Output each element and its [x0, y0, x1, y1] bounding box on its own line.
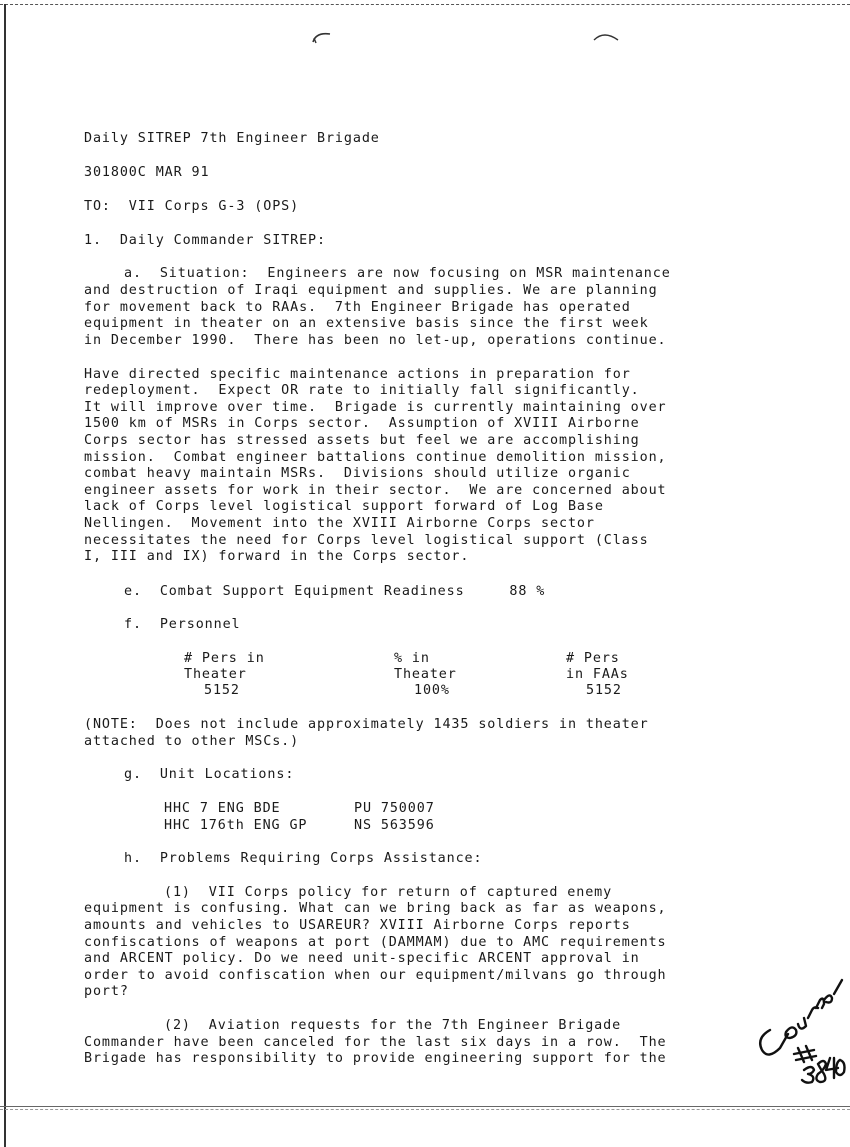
page-edge-bottom-dashed — [0, 1109, 850, 1110]
unit-name: HHC 176th ENG GP — [164, 818, 308, 833]
para-b-line: Nellingen. Movement into the XVIII Airborne Corps sector — [84, 516, 595, 531]
para-b-line: combat heavy maintain MSRs. Divisions should utilize organic — [84, 466, 631, 481]
problem-1-line: (1) VII Corps policy for return of captured enemy — [164, 885, 613, 900]
date-time-group: 301800C MAR 91 — [84, 165, 210, 180]
problem-1-line: order to avoid confiscation when our equipment/milvans go through — [84, 968, 667, 983]
para-f-personnel: f. Personnel — [124, 617, 241, 632]
unit-grid: PU 750007 — [354, 801, 435, 816]
para-e-readiness: e. Combat Support Equipment Readiness 88 % — [124, 584, 546, 599]
problem-1-line: and ARCENT policy. Do we need unit-specific ARCENT approval in — [84, 951, 640, 966]
problem-2-line: Commander have been canceled for the last six days in a row. The — [84, 1035, 667, 1050]
unit-name: HHC 7 ENG BDE — [164, 801, 281, 816]
page-edge-left — [4, 4, 6, 1147]
para-a-line: a. Situation: Engineers are now focusing on MSR maintenance — [124, 266, 671, 281]
para-b-line: engineer assets for work in their sector. We are concerned about — [84, 483, 667, 498]
para-b-line: It will improve over time. Brigade is currently maintaining over — [84, 400, 667, 415]
handwritten-journal-annotation-icon — [752, 978, 848, 1086]
para-h-problems: h. Problems Requiring Corps Assistance: — [124, 851, 483, 866]
personnel-col3-header: in FAAs — [566, 667, 629, 682]
para-a-line: and destruction of Iraqi equipment and supplies. We are planning — [84, 283, 658, 298]
personnel-col2-value: 100% — [414, 683, 450, 698]
scan-mark-icon — [310, 28, 334, 46]
note-line: (NOTE: Does not include approximately 1435 soldiers in theater — [84, 717, 649, 732]
problem-2-line: Brigade has responsibility to provide engineering support for the — [84, 1051, 667, 1066]
problem-1-line: equipment is confusing. What can we bring back as far as weapons, — [84, 901, 667, 916]
personnel-col3-value: 5152 — [586, 683, 622, 698]
para-b-line: Corps sector has stressed assets but feel we are accomplishing — [84, 433, 640, 448]
para-a-line: in December 1990. There has been no let-up, operations continue. — [84, 333, 667, 348]
page-edge-bottom — [0, 1106, 850, 1107]
personnel-col1-value: 5152 — [204, 683, 240, 698]
page-edge-top — [0, 4, 850, 5]
scan-mark-icon-2 — [592, 30, 620, 44]
personnel-col2-header: Theater — [394, 667, 457, 682]
para-b-line: mission. Combat engineer battalions continue demolition mission, — [84, 450, 667, 465]
para-a-line: for movement back to RAAs. 7th Engineer Brigade has operated — [84, 300, 631, 315]
document-title: Daily SITREP 7th Engineer Brigade — [84, 131, 380, 146]
para-b-line: 1500 km of MSRs in Corps sector. Assumption of XVIII Airborne — [84, 416, 640, 431]
problem-1-line: amounts and vehicles to USAREUR? XVIII Airborne Corps reports — [84, 918, 631, 933]
para-b-line: redeployment. Expect OR rate to initially fall significantly. — [84, 383, 640, 398]
problem-1-line: port? — [84, 984, 129, 999]
para-a-line: equipment in theater on an extensive basis since the first week — [84, 316, 649, 331]
personnel-col2-header: % in — [394, 651, 430, 666]
addressee-line: TO: VII Corps G-3 (OPS) — [84, 199, 300, 214]
para-b-line: I, III and IX) forward in the Corps sector. — [84, 549, 470, 564]
para-b-line: necessitates the need for Corps level logistical support (Class — [84, 533, 649, 548]
para-g-unit-locations: g. Unit Locations: — [124, 767, 295, 782]
personnel-col1-header: # Pers in — [184, 651, 265, 666]
personnel-col1-header: Theater — [184, 667, 247, 682]
para-b-line: lack of Corps level logistical support forward of Log Base — [84, 499, 604, 514]
note-line: attached to other MSCs.) — [84, 734, 300, 749]
section-1-heading: 1. Daily Commander SITREP: — [84, 233, 326, 248]
personnel-col3-header: # Pers — [566, 651, 620, 666]
problem-1-line: confiscations of weapons at port (DAMMAM) due to AMC requirements — [84, 935, 667, 950]
problem-2-line: (2) Aviation requests for the 7th Engineer Brigade — [164, 1018, 622, 1033]
unit-grid: NS 563596 — [354, 818, 435, 833]
para-b-line: Have directed specific maintenance actions in preparation for — [84, 367, 631, 382]
